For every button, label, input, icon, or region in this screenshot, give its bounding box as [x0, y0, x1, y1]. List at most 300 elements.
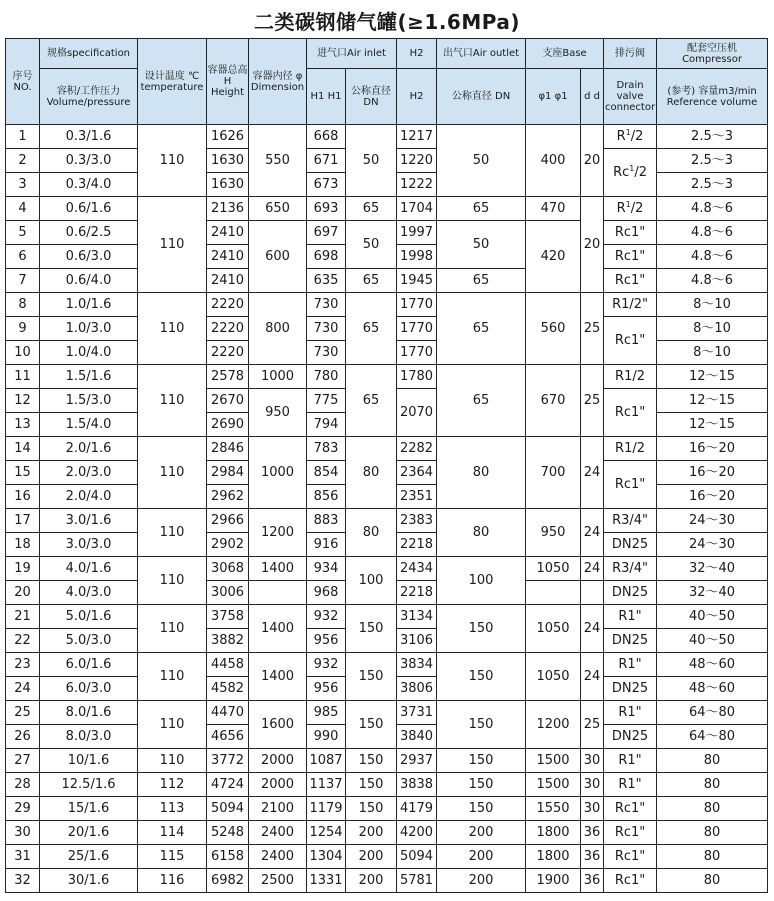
cell-height: 3772 [207, 749, 249, 773]
cell-h1: 673 [307, 173, 346, 197]
cell-spec: 10/1.6 [40, 749, 138, 773]
cell-d: 36 [581, 821, 604, 845]
cell-drain: $R^1/2$ [604, 197, 657, 221]
cell-height: 4656 [207, 725, 249, 749]
cell-spec: 4.0/1.6 [40, 557, 138, 581]
table-row [6, 653, 768, 677]
header-compressor: 配套空压机 Compressor [657, 39, 768, 69]
cell-phi1: 1050 [526, 605, 581, 653]
cell-compressor: 80 [657, 749, 768, 773]
cell-dim: 2000 [249, 773, 307, 797]
cell-d: 25 [581, 293, 604, 365]
cell-phi1: 470 [526, 197, 581, 221]
cell-dim [249, 581, 307, 605]
cell-drain: R1" [604, 773, 657, 797]
cell-dim: 1000 [249, 365, 307, 389]
cell-drain: Rc1" [604, 869, 657, 893]
cell-compressor: 40～50 [657, 629, 768, 653]
cell-h2: 4179 [397, 797, 437, 821]
cell-outlet-dn: 65 [437, 293, 526, 365]
cell-h1: 635 [307, 269, 346, 293]
cell-height: 6982 [207, 869, 249, 893]
cell-no: 31 [6, 845, 40, 869]
cell-no: 26 [6, 725, 40, 749]
cell-inlet-dn: 100 [346, 557, 397, 605]
cell-h2: 1704 [397, 197, 437, 221]
cell-height: 4458 [207, 653, 249, 677]
cell-drain: DN25 [604, 629, 657, 653]
cell-d: 25 [581, 701, 604, 749]
cell-height: 1626 [207, 125, 249, 149]
cell-compressor: 12～15 [657, 389, 768, 413]
cell-h1: 783 [307, 437, 346, 461]
cell-height: 4470 [207, 701, 249, 725]
cell-phi1: 950 [526, 509, 581, 557]
cell-outlet-dn: 150 [437, 605, 526, 653]
cell-height: 2220 [207, 317, 249, 341]
cell-h2: 3838 [397, 773, 437, 797]
cell-drain: R1" [604, 605, 657, 629]
table-row [6, 125, 768, 149]
cell-no: 13 [6, 413, 40, 437]
cell-h1: 968 [307, 581, 346, 605]
cell-inlet-dn: 80 [346, 437, 397, 509]
cell-spec: 1.5/3.0 [40, 389, 138, 413]
cell-compressor: 48～60 [657, 653, 768, 677]
cell-spec: 6.0/1.6 [40, 653, 138, 677]
cell-drain: R1" [604, 701, 657, 725]
cell-height: 3068 [207, 557, 249, 581]
cell-drain: Rc1" [604, 389, 657, 437]
cell-drain: DN25 [604, 533, 657, 557]
table-row [6, 845, 768, 869]
cell-height: 2410 [207, 245, 249, 269]
cell-drain: DN25 [604, 581, 657, 605]
cell-compressor: 64～80 [657, 725, 768, 749]
header-compressor-sub: (参考) 容量m3/min Reference volume [657, 69, 768, 125]
cell-no: 25 [6, 701, 40, 725]
cell-outlet-dn: 65 [437, 197, 526, 221]
cell-h2: 2070 [397, 389, 437, 437]
cell-phi1: 1500 [526, 749, 581, 773]
cell-no: 17 [6, 509, 40, 533]
cell-dim: 2100 [249, 797, 307, 821]
cell-spec: 30/1.6 [40, 869, 138, 893]
cell-d: 24 [581, 437, 604, 509]
cell-dim: 2400 [249, 821, 307, 845]
cell-compressor: 16～20 [657, 437, 768, 461]
cell-no: 30 [6, 821, 40, 845]
cell-drain: R1" [604, 653, 657, 677]
cell-temp: 112 [138, 773, 207, 797]
cell-no: 24 [6, 677, 40, 701]
cell-h1: 854 [307, 461, 346, 485]
cell-compressor: 4.8～6 [657, 221, 768, 245]
cell-spec: 8.0/3.0 [40, 725, 138, 749]
cell-compressor: 4.8～6 [657, 245, 768, 269]
header-dim: 容器内径 φ Dimension [249, 39, 307, 125]
cell-compressor: 16～20 [657, 485, 768, 509]
cell-outlet-dn: 150 [437, 749, 526, 773]
cell-no: 20 [6, 581, 40, 605]
cell-outlet-dn: 80 [437, 509, 526, 557]
cell-dim: 2500 [249, 869, 307, 893]
table-row [6, 749, 768, 773]
cell-height: 5248 [207, 821, 249, 845]
table-row [6, 293, 768, 317]
cell-drain: Rc1" [604, 461, 657, 509]
cell-height: 5094 [207, 797, 249, 821]
cell-h2: 1997 [397, 221, 437, 245]
cell-inlet-dn: 150 [346, 653, 397, 701]
table-row [6, 773, 768, 797]
cell-height: 2410 [207, 269, 249, 293]
cell-no: 5 [6, 221, 40, 245]
header-d: d d [581, 69, 604, 125]
cell-temp: 110 [138, 605, 207, 653]
cell-drain: R1" [604, 749, 657, 773]
cell-compressor: 4.8～6 [657, 269, 768, 293]
cell-outlet-dn: 150 [437, 701, 526, 749]
cell-h2: 1998 [397, 245, 437, 269]
cell-drain: Rc1" [604, 317, 657, 365]
cell-h1: 671 [307, 149, 346, 173]
cell-inlet-dn: 65 [346, 293, 397, 365]
cell-compressor: 16～20 [657, 461, 768, 485]
cell-drain: DN25 [604, 725, 657, 749]
cell-drain: Rc1" [604, 797, 657, 821]
cell-h1: 1087 [307, 749, 346, 773]
cell-height: 2984 [207, 461, 249, 485]
cell-compressor: 24～30 [657, 509, 768, 533]
cell-no: 16 [6, 485, 40, 509]
header-inlet: 进气口Air inlet [307, 39, 397, 69]
cell-compressor: 24～30 [657, 533, 768, 557]
cell-d: 20 [581, 125, 604, 197]
cell-spec: 1.5/1.6 [40, 365, 138, 389]
cell-h1: 794 [307, 413, 346, 437]
table-row [6, 221, 768, 245]
cell-drain: R3/4" [604, 509, 657, 533]
cell-dim: 1400 [249, 557, 307, 581]
cell-dim: 800 [249, 293, 307, 365]
cell-height: 1630 [207, 173, 249, 197]
cell-spec: 4.0/3.0 [40, 581, 138, 605]
cell-temp: 110 [138, 653, 207, 701]
cell-inlet-dn: 50 [346, 221, 397, 269]
cell-h1: 775 [307, 389, 346, 413]
cell-no: 21 [6, 605, 40, 629]
cell-h1: 1137 [307, 773, 346, 797]
cell-dim: 1400 [249, 653, 307, 701]
cell-no: 28 [6, 773, 40, 797]
cell-compressor: 40～50 [657, 605, 768, 629]
cell-dim: 950 [249, 389, 307, 437]
table-row [6, 365, 768, 389]
table-row [6, 197, 768, 221]
cell-height: 4582 [207, 677, 249, 701]
cell-h1: 1254 [307, 821, 346, 845]
cell-h1: 956 [307, 629, 346, 653]
cell-spec: 1.0/3.0 [40, 317, 138, 341]
cell-h2: 2282 [397, 437, 437, 461]
cell-no: 29 [6, 797, 40, 821]
cell-drain: Rc1" [604, 245, 657, 269]
cell-no: 9 [6, 317, 40, 341]
cell-temp: 110 [138, 197, 207, 293]
cell-drain: $R^1/2$ [604, 125, 657, 149]
cell-temp: 113 [138, 797, 207, 821]
cell-phi1: 420 [526, 221, 581, 293]
header-height: 容器总高 H Height [207, 39, 249, 125]
cell-d: 24 [581, 557, 604, 581]
cell-inlet-dn: 150 [346, 797, 397, 821]
header-phi1: φ1 φ1 [526, 69, 581, 125]
cell-height: 3882 [207, 629, 249, 653]
cell-spec: 6.0/3.0 [40, 677, 138, 701]
cell-spec: 15/1.6 [40, 797, 138, 821]
cell-d: 20 [581, 197, 604, 293]
cell-no: 12 [6, 389, 40, 413]
cell-no: 19 [6, 557, 40, 581]
header-no: 序号NO. [6, 39, 40, 125]
cell-spec: 2.0/3.0 [40, 461, 138, 485]
cell-inlet-dn: 200 [346, 821, 397, 845]
header-spec-sub: 容积/工作压力 Volume/pressure [40, 69, 138, 125]
cell-spec: 0.6/3.0 [40, 245, 138, 269]
cell-compressor: 80 [657, 869, 768, 893]
cell-outlet-dn: 50 [437, 221, 526, 269]
cell-h1: 693 [307, 197, 346, 221]
cell-no: 23 [6, 653, 40, 677]
cell-no: 27 [6, 749, 40, 773]
cell-h1: 985 [307, 701, 346, 725]
cell-no: 7 [6, 269, 40, 293]
cell-dim: 1000 [249, 437, 307, 509]
cell-h2: 2364 [397, 461, 437, 485]
cell-temp: 110 [138, 437, 207, 509]
cell-drain: Rc1" [604, 221, 657, 245]
cell-height: 2966 [207, 509, 249, 533]
cell-no: 18 [6, 533, 40, 557]
cell-height: 3006 [207, 581, 249, 605]
cell-height: 4724 [207, 773, 249, 797]
cell-temp: 115 [138, 845, 207, 869]
cell-inlet-dn: 80 [346, 509, 397, 557]
cell-dim: 1400 [249, 605, 307, 653]
cell-inlet-dn: 150 [346, 605, 397, 653]
cell-d: 36 [581, 869, 604, 893]
cell-h2: 5094 [397, 845, 437, 869]
spec-table [5, 38, 768, 893]
cell-spec: 1.0/4.0 [40, 341, 138, 365]
cell-drain: R3/4" [604, 557, 657, 581]
cell-outlet-dn: 65 [437, 365, 526, 437]
cell-h2: 2218 [397, 581, 437, 605]
cell-h2: 1770 [397, 317, 437, 341]
cell-h1: 697 [307, 221, 346, 245]
cell-compressor: 64～80 [657, 701, 768, 725]
cell-h1: 730 [307, 341, 346, 365]
cell-h1: 932 [307, 605, 346, 629]
cell-h1: 883 [307, 509, 346, 533]
cell-temp: 110 [138, 749, 207, 773]
cell-height: 2962 [207, 485, 249, 509]
cell-temp: 110 [138, 125, 207, 197]
cell-spec: 5.0/3.0 [40, 629, 138, 653]
table-row [6, 437, 768, 461]
cell-d: 30 [581, 749, 604, 773]
cell-inlet-dn: 200 [346, 869, 397, 893]
cell-phi1: 560 [526, 293, 581, 365]
cell-d [581, 581, 604, 605]
cell-compressor: 12～15 [657, 365, 768, 389]
cell-no: 1 [6, 125, 40, 149]
cell-outlet-dn: 150 [437, 653, 526, 701]
cell-spec: 1.5/4.0 [40, 413, 138, 437]
cell-drain: DN25 [604, 677, 657, 701]
cell-compressor: 48～60 [657, 677, 768, 701]
header-base: 支座Base [526, 39, 604, 69]
cell-compressor: 2.5～3 [657, 125, 768, 149]
cell-h2: 3134 [397, 605, 437, 629]
cell-h2: 3731 [397, 701, 437, 725]
cell-compressor: 80 [657, 797, 768, 821]
cell-outlet-dn: 150 [437, 773, 526, 797]
cell-phi1: 670 [526, 365, 581, 437]
header-spec: 规格specification [40, 39, 138, 69]
header-outlet-dn: 公称直径 DN [437, 69, 526, 125]
cell-h1: 780 [307, 365, 346, 389]
cell-compressor: 2.5～3 [657, 173, 768, 197]
cell-compressor: 80 [657, 773, 768, 797]
header-temp: 设计温度 ℃ temperature [138, 39, 207, 125]
cell-phi1: 1800 [526, 821, 581, 845]
cell-outlet-dn: 200 [437, 821, 526, 845]
cell-spec: 3.0/3.0 [40, 533, 138, 557]
cell-d: 36 [581, 845, 604, 869]
cell-phi1 [526, 581, 581, 605]
cell-spec: 0.6/4.0 [40, 269, 138, 293]
cell-spec: 0.3/3.0 [40, 149, 138, 173]
cell-spec: 12.5/1.6 [40, 773, 138, 797]
cell-drain: Rc1" [604, 845, 657, 869]
cell-spec: 0.6/1.6 [40, 197, 138, 221]
cell-height: 2220 [207, 293, 249, 317]
table-row [6, 605, 768, 629]
cell-inlet-dn: 65 [346, 365, 397, 437]
cell-h2: 2434 [397, 557, 437, 581]
cell-d: 30 [581, 797, 604, 821]
table-row [6, 557, 768, 581]
cell-d: 24 [581, 653, 604, 701]
cell-outlet-dn: 50 [437, 125, 526, 197]
table-row [6, 269, 768, 293]
cell-outlet-dn: 80 [437, 437, 526, 509]
cell-height: 2670 [207, 389, 249, 413]
cell-h1: 916 [307, 533, 346, 557]
cell-spec: 1.0/1.6 [40, 293, 138, 317]
cell-drain: R1/2 [604, 437, 657, 461]
cell-drain: Rc1" [604, 269, 657, 293]
cell-height: 2902 [207, 533, 249, 557]
cell-no: 32 [6, 869, 40, 893]
cell-dim: 1600 [249, 701, 307, 749]
cell-outlet-dn: 100 [437, 557, 526, 605]
cell-inlet-dn: 150 [346, 701, 397, 749]
cell-h2: 5781 [397, 869, 437, 893]
header-outlet: 出气口Air outlet [437, 39, 526, 69]
cell-outlet-dn: 200 [437, 845, 526, 869]
cell-outlet-dn: 150 [437, 797, 526, 821]
cell-phi1: 700 [526, 437, 581, 509]
table-row [6, 797, 768, 821]
cell-height: 6158 [207, 845, 249, 869]
cell-spec: 5.0/1.6 [40, 605, 138, 629]
cell-no: 10 [6, 341, 40, 365]
cell-dim: 550 [249, 125, 307, 197]
cell-h2: 1220 [397, 149, 437, 173]
cell-dim: 1200 [249, 509, 307, 557]
cell-no: 3 [6, 173, 40, 197]
cell-inlet-dn: 65 [346, 269, 397, 293]
cell-drain: R1/2" [604, 293, 657, 317]
cell-no: 2 [6, 149, 40, 173]
cell-no: 15 [6, 461, 40, 485]
cell-h2: 3834 [397, 653, 437, 677]
cell-compressor: 2.5～3 [657, 149, 768, 173]
cell-h2: 3806 [397, 677, 437, 701]
cell-h2: 2937 [397, 749, 437, 773]
cell-h1: 698 [307, 245, 346, 269]
cell-phi1: 1900 [526, 869, 581, 893]
cell-h2: 2218 [397, 533, 437, 557]
cell-inlet-dn: 65 [346, 197, 397, 221]
cell-height: 2136 [207, 197, 249, 221]
cell-h1: 934 [307, 557, 346, 581]
cell-compressor: 8～10 [657, 293, 768, 317]
header-h2-top: H2 [397, 39, 437, 69]
header-inlet-dn: 公称直径 DN [346, 69, 397, 125]
cell-h2: 3840 [397, 725, 437, 749]
cell-h2: 4200 [397, 821, 437, 845]
cell-h1: 1179 [307, 797, 346, 821]
cell-phi1: 1050 [526, 653, 581, 701]
cell-phi1: 1500 [526, 773, 581, 797]
table-row [6, 701, 768, 725]
cell-no: 8 [6, 293, 40, 317]
cell-no: 22 [6, 629, 40, 653]
cell-temp: 110 [138, 701, 207, 749]
cell-height: 2578 [207, 365, 249, 389]
cell-dim: 2000 [249, 749, 307, 773]
cell-height: 3758 [207, 605, 249, 629]
cell-temp: 110 [138, 557, 207, 605]
cell-h1: 932 [307, 653, 346, 677]
table-row [6, 509, 768, 533]
cell-phi1: 400 [526, 125, 581, 197]
cell-d: 24 [581, 605, 604, 653]
cell-temp: 116 [138, 869, 207, 893]
cell-drain: R1/2 [604, 365, 657, 389]
cell-h2: 2351 [397, 485, 437, 509]
header-h2: H2 [397, 69, 437, 125]
cell-drain: Rc1" [604, 821, 657, 845]
header-drain-sub: Drain valve connector [604, 69, 657, 125]
table-row [6, 821, 768, 845]
cell-compressor: 8～10 [657, 317, 768, 341]
cell-compressor: 32～40 [657, 581, 768, 605]
